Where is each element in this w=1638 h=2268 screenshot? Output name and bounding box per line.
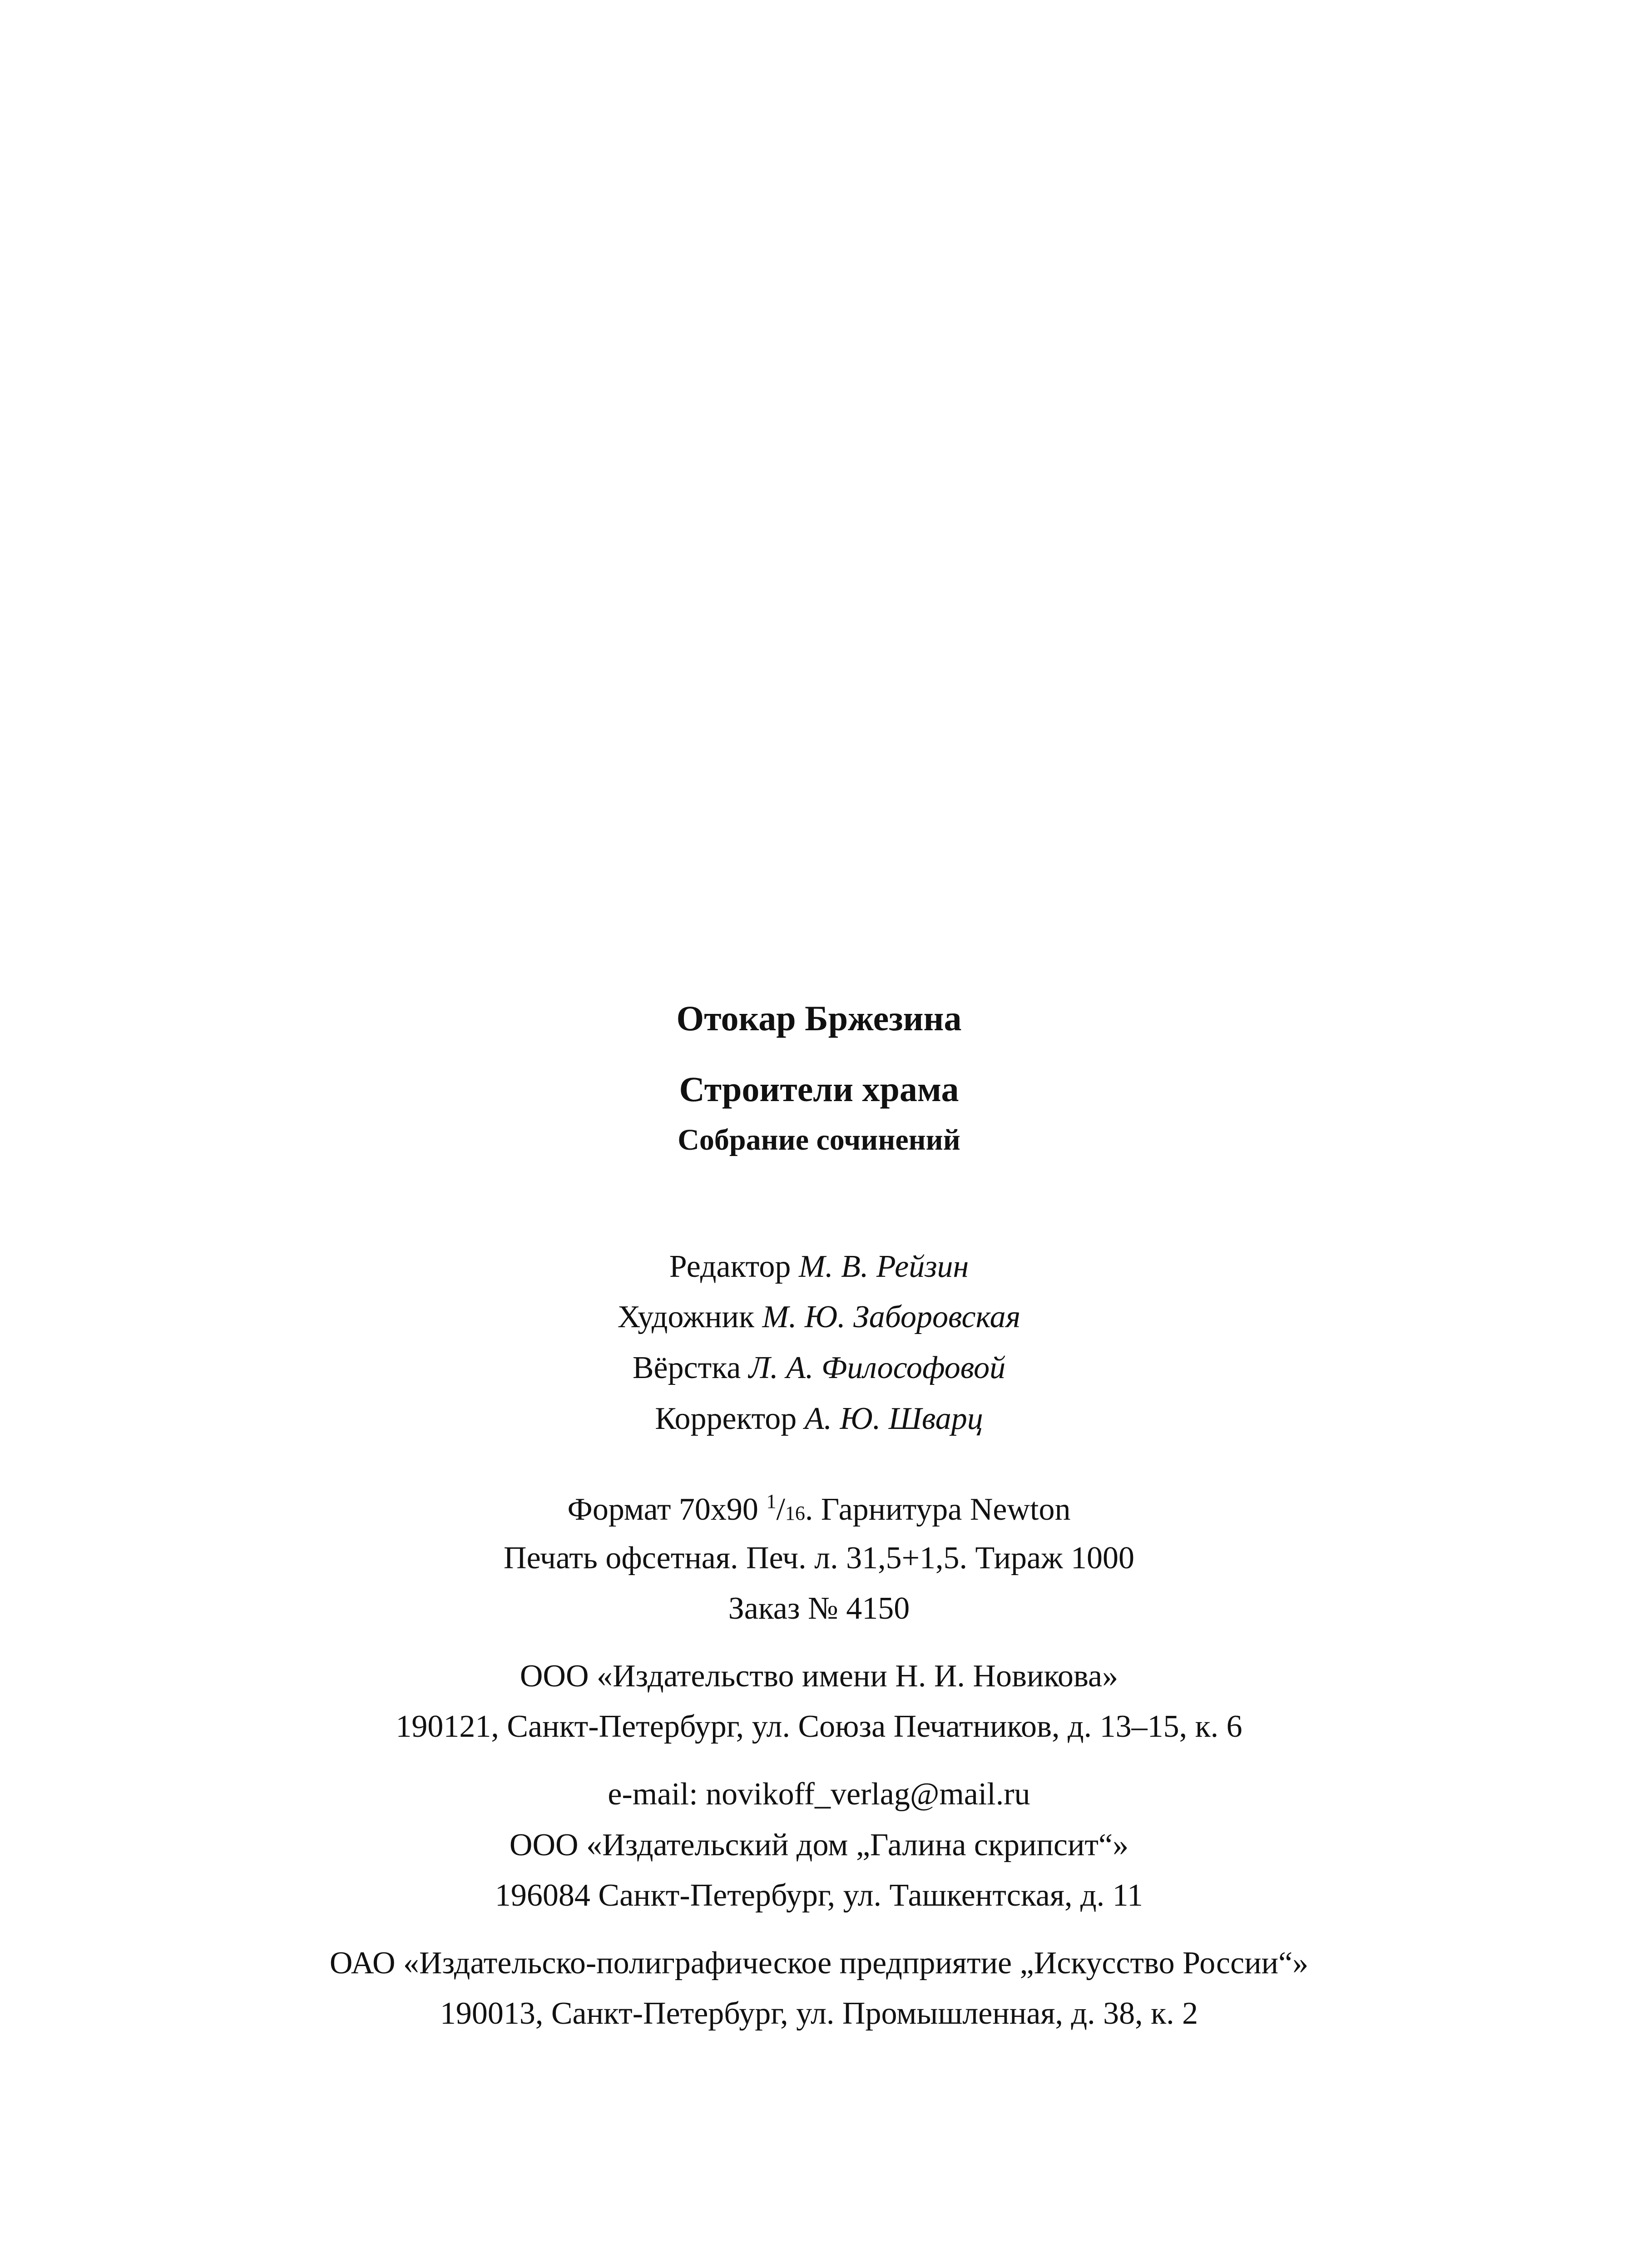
credit-proofreader [0,1403,1638,1435]
credit-layout [0,1352,1638,1384]
publisher-address: 190121, Санкт-Петербург, ул. Союза Печатников, д. 13–15, к. 6 [396,1709,1242,1744]
publisher-name: ООО «Издательство имени Н. И. Новикова» [520,1659,1118,1694]
copublisher-name: ООО «Издательский дом „Галина скрипсит“» [509,1828,1129,1863]
print-info-line: Печать офсетная. Печ. л. 31,5+1,5. Тираж 1000 [504,1541,1134,1576]
credit-person: М. Ю. Заборовская [762,1300,1021,1334]
printer-address: 190013, Санкт-Петербург, ул. Промышленная, д. 38, к. 2 [440,1996,1198,2031]
credit-person: М. В. Рейзин [798,1249,969,1284]
credit-person: Л. А. Философовой [748,1350,1006,1385]
credit-artist [0,1301,1638,1333]
credit-role: Корректор [655,1401,797,1436]
format-line [0,1492,1638,1526]
format-fraction-numerator: 1 [766,1490,777,1512]
format-fraction-separator: / [776,1492,785,1527]
printer-name: ОАО «Издательско-полиграфическое предприятие „Искусство России“» [329,1946,1309,1981]
email-line: e-mail: novikoff_verlag@mail.ru [608,1777,1030,1812]
credit-editor [0,1251,1638,1283]
format-suffix: . Гарнитура Newton [805,1492,1071,1527]
credit-role: Художник [617,1300,755,1334]
credit-role: Вёрстка [632,1350,741,1385]
credit-role: Редактор [669,1249,791,1284]
book-title: Строители храма [679,1069,959,1109]
format-prefix: Формат 70x90 [567,1492,767,1527]
book-subtitle: Собрание сочинений [678,1123,960,1156]
order-line: Заказ № 4150 [728,1591,910,1626]
format-fraction-denominator: 16 [785,1502,805,1524]
credit-person: А. Ю. Шварц [804,1401,983,1436]
copublisher-address: 196084 Санкт-Петербург, ул. Ташкентская, д. 11 [495,1878,1143,1913]
author-name: Отокар Бржезина [676,998,962,1038]
